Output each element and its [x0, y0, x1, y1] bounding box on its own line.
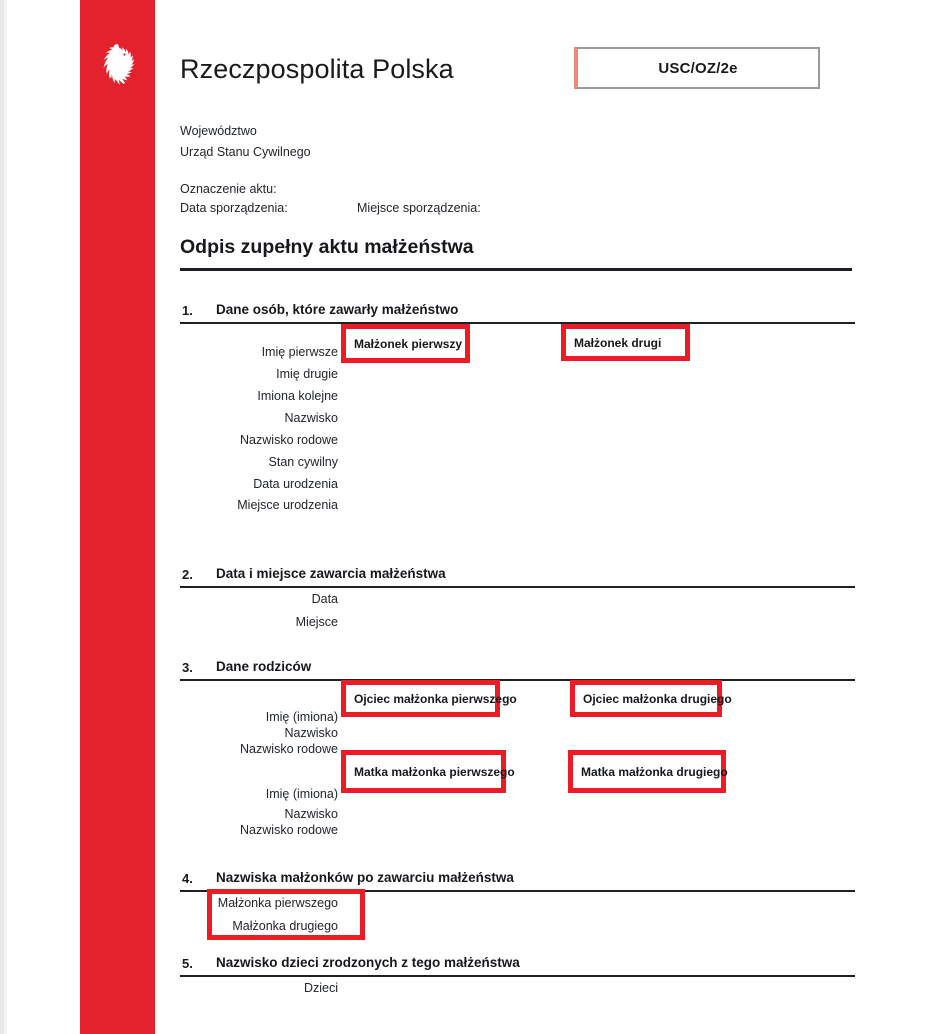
field-label-mother-given-names: Imię (imiona): [265, 787, 338, 801]
voivodeship-label: Województwo: [180, 124, 257, 138]
section-1-title: Dane osób, które zawarły małżeństwo: [216, 302, 459, 317]
field-label-surname-second-spouse: Małżonka drugiego: [232, 919, 338, 933]
annotation-mother-first-label: Matka małżonka pierwszego: [354, 764, 515, 779]
annotation-father-first-label: Ojciec małżonka pierwszego: [354, 691, 517, 706]
field-label-marriage-date: Data: [311, 592, 338, 606]
annotation-father-of-second-spouse: [570, 680, 732, 717]
annotation-father-second-label: Ojciec małżonka drugiego: [583, 691, 732, 706]
page-title: Rzeczpospolita Polska: [180, 54, 454, 84]
annotation-spouse-second-label: Małżonek drugi: [574, 335, 662, 350]
section-2-rule: [180, 586, 855, 588]
field-label-surname: Nazwisko: [284, 411, 338, 425]
field-label-marital-status: Stan cywilny: [268, 455, 338, 469]
polish-flag-band: [80, 0, 155, 1034]
page-edge-shadow-soft: [4, 0, 7, 1034]
section-2-title: Data i miejsce zawarcia małżeństwa: [216, 566, 446, 581]
field-label-father-surname: Nazwisko: [284, 726, 338, 740]
annotation-spouse-first-label: Małżonek pierwszy: [354, 336, 463, 351]
annotation-mother-of-second-spouse: [568, 750, 726, 793]
act-designation-label: Oznaczenie aktu:: [180, 182, 277, 196]
registry-office-label: Urząd Stanu Cywilnego: [180, 145, 311, 159]
form-code-badge: [574, 47, 820, 89]
polish-eagle-emblem-icon: [88, 38, 148, 106]
section-5-number: 5.: [182, 956, 193, 971]
section-4-title: Nazwiska małżonków po zawarciu małżeństwa: [216, 870, 514, 885]
section-1-rule: [180, 322, 855, 324]
field-label-marriage-place: Miejsce: [295, 615, 338, 629]
place-prepared-label: Miejsce sporządzenia:: [357, 201, 481, 215]
field-label-mother-maiden-name: Nazwisko rodowe: [240, 823, 338, 837]
annotation-father-of-first-spouse: [341, 680, 517, 717]
field-label-birth-date: Data urodzenia: [253, 477, 338, 491]
section-2-number: 2.: [182, 567, 193, 582]
section-1-number: 1.: [182, 303, 193, 318]
field-label-birth-place: Miejsce urodzenia: [237, 498, 338, 512]
section-3-title: Dane rodziców: [216, 659, 312, 674]
field-label-children-surname: Dzieci: [303, 981, 338, 995]
field-label-maiden-name: Nazwisko rodowe: [240, 433, 338, 447]
annotation-spouse-second-header: [561, 324, 690, 361]
date-prepared-label: Data sporządzenia:: [180, 201, 288, 215]
field-label-mother-surname: Nazwisko: [284, 807, 338, 821]
page-gutter: [0, 0, 80, 1034]
section-4-number: 4.: [182, 871, 193, 886]
main-heading-rule: [180, 268, 852, 271]
field-label-father-given-names: Imię (imiona): [265, 710, 338, 724]
field-label-second-name: Imię drugie: [276, 367, 338, 381]
main-heading: Odpis zupełny aktu małżeństwa: [180, 236, 474, 258]
section-5-title: Nazwisko dzieci zrodzonych z tego małżeństwa: [216, 955, 520, 970]
section-3-rule: [180, 679, 855, 681]
form-code-text: USC/OZ/2e: [658, 59, 738, 77]
field-label-surname-first-spouse: Małżonka pierwszego: [217, 896, 338, 910]
annotation-mother-of-first-spouse: [341, 750, 515, 793]
field-label-further-names: Imiona kolejne: [257, 389, 338, 403]
field-label-father-maiden-name: Nazwisko rodowe: [240, 742, 338, 756]
section-5-rule: [180, 975, 855, 977]
annotation-mother-second-label: Matka małżonka drugiego: [581, 764, 728, 779]
field-label-first-name: Imię pierwsze: [261, 345, 338, 359]
annotation-spouse-first-header: [341, 324, 470, 363]
section-3-number: 3.: [182, 660, 193, 675]
